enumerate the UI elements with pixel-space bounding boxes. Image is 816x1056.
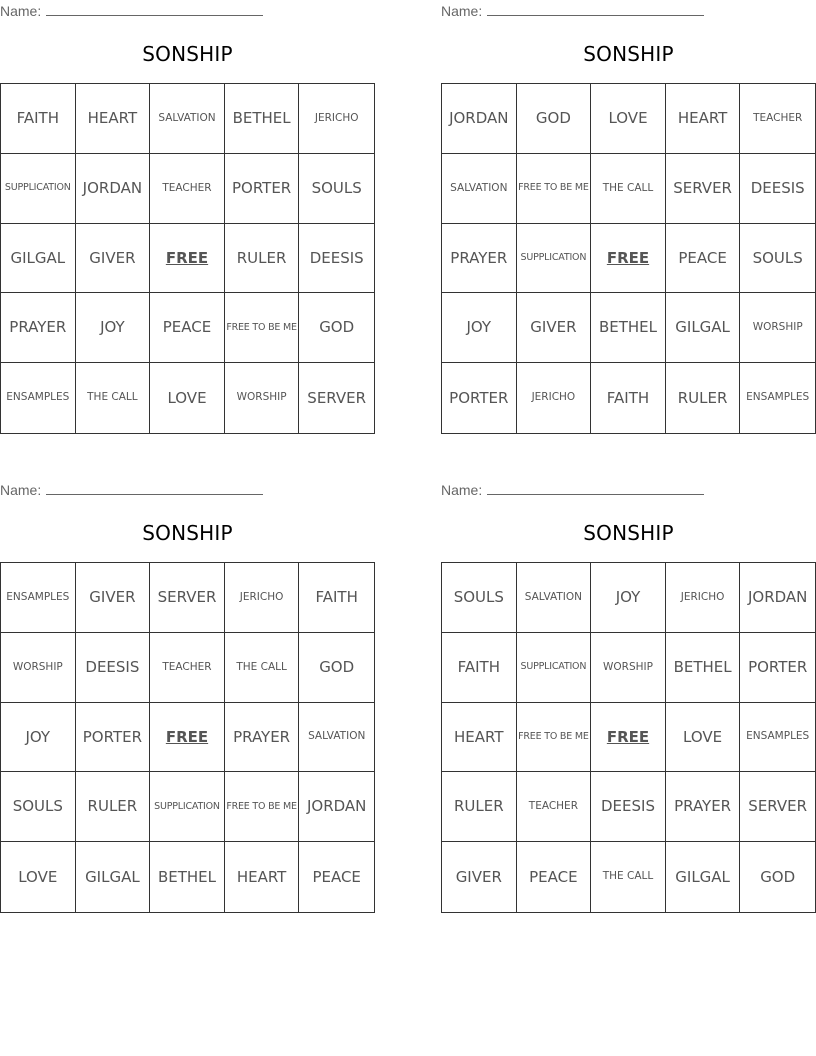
- bingo-cell: TEACHER: [150, 633, 225, 703]
- bingo-cell: GILGAL: [1, 224, 76, 294]
- bingo-cell: BETHEL: [150, 842, 225, 912]
- bingo-cell: DEESIS: [591, 772, 666, 842]
- bingo-cell: JORDAN: [740, 563, 815, 633]
- bingo-cell: SUPPLICATION: [150, 772, 225, 842]
- bingo-cell: THE CALL: [591, 154, 666, 224]
- bingo-cell: HEART: [225, 842, 300, 912]
- bingo-cell: SALVATION: [299, 703, 374, 773]
- bingo-cell: BETHEL: [591, 293, 666, 363]
- card-title: SONSHIP: [583, 521, 674, 545]
- bingo-cell: JORDAN: [76, 154, 151, 224]
- bingo-cell: RULER: [442, 772, 517, 842]
- name-line: [441, 482, 704, 498]
- bingo-cell: JERICHO: [517, 363, 592, 433]
- bingo-cell: JORDAN: [299, 772, 374, 842]
- bingo-cell: BETHEL: [666, 633, 741, 703]
- bingo-cell: SERVER: [150, 563, 225, 633]
- bingo-cell: LOVE: [591, 84, 666, 154]
- bingo-cell: HEART: [442, 703, 517, 773]
- bingo-cell: PORTER: [740, 633, 815, 703]
- bingo-cell: PEACE: [312, 867, 361, 886]
- bingo-cell: TEACHER: [740, 84, 815, 154]
- bingo-cell: SUPPLICATION: [517, 224, 592, 294]
- bingo-card: [441, 0, 816, 434]
- bingo-cell: JOY: [76, 293, 151, 363]
- card-title: SONSHIP: [583, 42, 674, 66]
- bingo-cell: SOULS: [1, 772, 76, 842]
- free-space: FREE: [150, 224, 225, 294]
- bingo-cell: WORSHIP: [1, 633, 76, 703]
- bingo-cell: DEESIS: [740, 154, 815, 224]
- name-label: Name:: [0, 482, 42, 498]
- bingo-cell: JERICHO: [666, 563, 741, 633]
- bingo-cell: ENSAMPLES: [1, 563, 76, 633]
- bingo-cell: GIVER: [76, 563, 151, 633]
- bingo-cell: FAITH: [442, 633, 517, 703]
- bingo-cell: SUPPLICATION: [517, 633, 592, 703]
- bingo-grid: [441, 83, 816, 434]
- bingo-cell: WORSHIP: [591, 633, 666, 703]
- bingo-cell: PRAYER: [442, 224, 517, 294]
- free-space: FREE: [150, 703, 225, 773]
- bingo-cell: GIVER: [442, 842, 517, 912]
- bingo-cell: SALVATION: [517, 563, 592, 633]
- bingo-cell: PORTER: [76, 703, 151, 773]
- name-line: [0, 3, 263, 19]
- bingo-cell: LOVE: [1, 842, 76, 912]
- name-label: Name:: [441, 3, 483, 19]
- bingo-cell: SOULS: [299, 154, 374, 224]
- bingo-cell: PRAYER: [1, 293, 76, 363]
- bingo-cell: TEACHER: [150, 154, 225, 224]
- bingo-grid: [441, 562, 816, 913]
- bingo-cell: WORSHIP: [225, 363, 300, 433]
- bingo-card: [0, 0, 375, 434]
- bingo-cell: GILGAL: [666, 293, 741, 363]
- bingo-cell: JORDAN: [442, 84, 517, 154]
- bingo-cell: DEESIS: [299, 224, 374, 294]
- bingo-cell: FREE TO BE ME: [225, 772, 300, 842]
- bingo-cell: GOD: [299, 293, 374, 363]
- bingo-cell: FREE TO BE ME: [225, 293, 300, 363]
- bingo-cell: SALVATION: [150, 84, 225, 154]
- bingo-cell: PORTER: [442, 363, 517, 433]
- bingo-cell: SERVER: [307, 388, 367, 407]
- bingo-cell: PEACE: [666, 224, 741, 294]
- bingo-cell: TEACHER: [517, 772, 592, 842]
- free-space: FREE: [591, 703, 666, 773]
- bingo-cell: SERVER: [666, 154, 741, 224]
- bingo-cell: RULER: [76, 772, 151, 842]
- bingo-cell: ENSAMPLES: [1, 363, 76, 433]
- bingo-cell: SOULS: [442, 563, 517, 633]
- bingo-cell: FAITH: [299, 563, 374, 633]
- name-blank: [487, 482, 704, 495]
- bingo-cell: FREE TO BE ME: [517, 703, 592, 773]
- bingo-cell: WORSHIP: [740, 293, 815, 363]
- bingo-grid: [0, 83, 375, 434]
- bingo-cell: ENSAMPLES: [746, 391, 810, 404]
- name-blank: [487, 3, 704, 16]
- bingo-grid: [0, 562, 375, 913]
- bingo-card: [0, 479, 375, 913]
- bingo-cell: RULER: [225, 224, 300, 294]
- name-blank: [46, 482, 263, 495]
- bingo-cell: JERICHO: [225, 563, 300, 633]
- bingo-cell: GIVER: [76, 224, 151, 294]
- name-line: [0, 482, 263, 498]
- bingo-cell: THE CALL: [591, 842, 666, 912]
- bingo-cell: PEACE: [517, 842, 592, 912]
- bingo-cell: DEESIS: [76, 633, 151, 703]
- bingo-card: [441, 479, 816, 913]
- bingo-cell: JOY: [1, 703, 76, 773]
- bingo-cell: JOY: [591, 563, 666, 633]
- free-space: FREE: [591, 224, 666, 294]
- name-label: Name:: [441, 482, 483, 498]
- bingo-cell: GILGAL: [76, 842, 151, 912]
- bingo-cell: LOVE: [666, 703, 741, 773]
- bingo-cell: GOD: [517, 84, 592, 154]
- bingo-cell: PEACE: [150, 293, 225, 363]
- bingo-cell: FREE TO BE ME: [517, 154, 592, 224]
- bingo-cell: JERICHO: [299, 84, 374, 154]
- bingo-cell: THE CALL: [225, 633, 300, 703]
- bingo-cell: BETHEL: [225, 84, 300, 154]
- bingo-cell: SALVATION: [442, 154, 517, 224]
- name-line: [441, 3, 704, 19]
- name-blank: [46, 3, 263, 16]
- bingo-cell: RULER: [666, 363, 741, 433]
- bingo-cell: FAITH: [1, 84, 76, 154]
- bingo-cell: SOULS: [740, 224, 815, 294]
- card-title: SONSHIP: [142, 42, 233, 66]
- bingo-cell: ENSAMPLES: [740, 703, 815, 773]
- bingo-cell: JOY: [442, 293, 517, 363]
- bingo-cell: SUPPLICATION: [1, 154, 76, 224]
- bingo-cell: PRAYER: [666, 772, 741, 842]
- bingo-cell: GIVER: [517, 293, 592, 363]
- bingo-cell: HEART: [666, 84, 741, 154]
- bingo-cell: GOD: [299, 633, 374, 703]
- bingo-cell: SERVER: [740, 772, 815, 842]
- bingo-cell: HEART: [76, 84, 151, 154]
- bingo-cell: LOVE: [150, 363, 225, 433]
- bingo-cell: THE CALL: [76, 363, 151, 433]
- bingo-cell: PORTER: [225, 154, 300, 224]
- bingo-cell: GOD: [760, 867, 796, 886]
- name-label: Name:: [0, 3, 42, 19]
- bingo-cell: PRAYER: [225, 703, 300, 773]
- bingo-cell: GILGAL: [666, 842, 741, 912]
- card-title: SONSHIP: [142, 521, 233, 545]
- bingo-cell: FAITH: [591, 363, 666, 433]
